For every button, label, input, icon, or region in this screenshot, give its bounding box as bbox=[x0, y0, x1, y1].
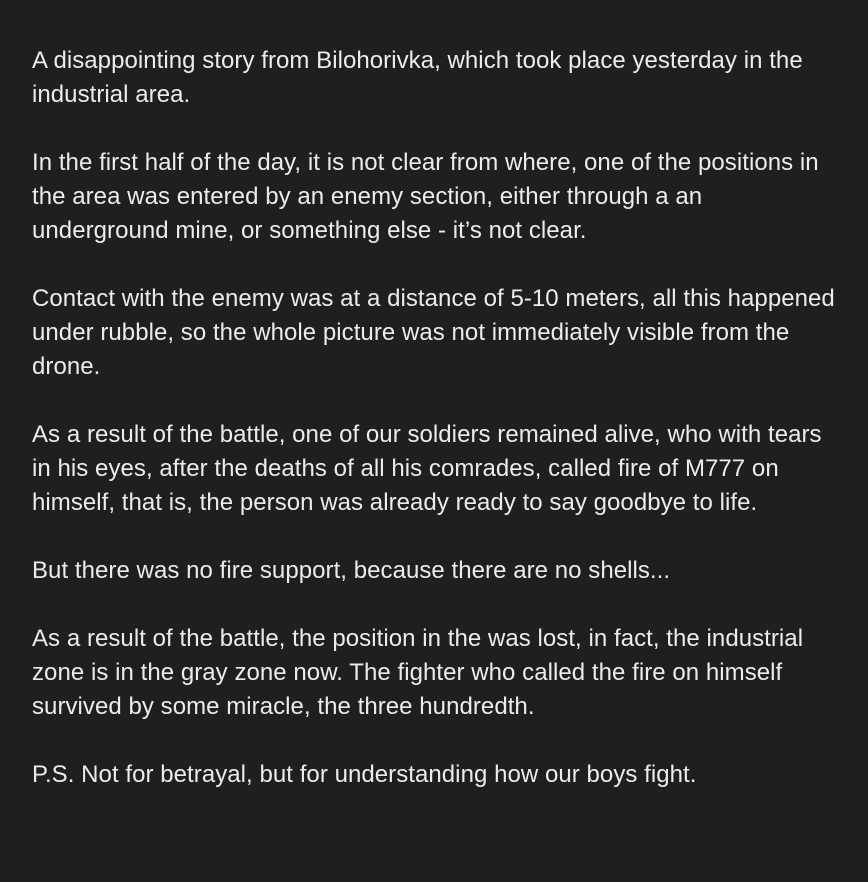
post-paragraph: P.S. Not for betrayal, but for understanding how our boys fight. bbox=[32, 761, 697, 788]
post-paragraph: A disappointing story from Bilohorivka, which took place yesterday in the industrial area. bbox=[32, 47, 803, 108]
post-paragraph: As a result of the battle, one of our soldiers remained alive, who with tears in his eyes, after the deaths of all his comrades, called fire of M777 on himself, that is, the person was already ready to say goodbye to life. bbox=[32, 421, 822, 516]
post-paragraph: But there was no fire support, because there are no shells... bbox=[32, 557, 671, 584]
post-paragraph: As a result of the battle, the position in the was lost, in fact, the industrial zone is in the gray zone now. The fighter who called the fire on himself survived by some miracle, the three hundredth. bbox=[32, 625, 804, 720]
post-paragraph: In the first half of the day, it is not clear from where, one of the positions in the area was entered by an enemy section, either through a an underground mine, or something else - it’s not clear. bbox=[32, 149, 819, 244]
post-paragraph: Contact with the enemy was at a distance of 5-10 meters, all this happened under rubble, so the whole picture was not immediately visible from the drone. bbox=[32, 285, 835, 380]
